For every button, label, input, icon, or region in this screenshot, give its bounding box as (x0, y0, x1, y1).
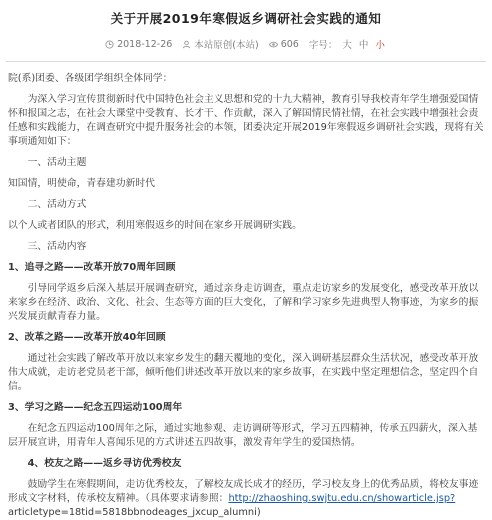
item-4-title: 4、校友之路——返乡寻访优秀校友 (27, 458, 182, 469)
item-1-title: 1、追寻之路——改革开放70周年回顾 (8, 262, 176, 273)
item-3-title: 3、学习之路——纪念五四运动100周年 (8, 402, 183, 413)
date-meta (105, 39, 172, 50)
item-4-body (8, 478, 484, 506)
eye-icon (269, 40, 278, 49)
clock-icon (105, 40, 114, 49)
font-size-small-button[interactable]: 小 (375, 40, 385, 51)
section-1-title: 一、活动主题 (27, 157, 87, 168)
view-count: 606 (280, 38, 299, 50)
item-2-body: 通过社会实践了解改革开放以来家乡发生的翻天覆地的变化，深入调研基层群众生活状况，感受改革开放伟大成就，走访老党员老干部，倾听他们讲述改革开放以来的家乡故事，在实践中坚定理想信念，坚定四个自信。 (8, 353, 479, 392)
article-title: 关于开展2019年寒假返乡调研社会实践的通知 (110, 11, 382, 26)
salutation: 院(系)团委、各级团学组织全体同学： (8, 73, 173, 84)
user-icon (182, 40, 191, 49)
publish-date: 2018-12-26 (117, 38, 173, 50)
views-meta (269, 39, 299, 50)
item-3-body: 在纪念五四运动100周年之际，通过实地参观、走访调研等形式，学习五四精神，传承五四薪火，深入基层开展宣讲，用青年人喜闻乐见的方式讲述五四故事，激发青年学生的爱国热情。 (8, 423, 478, 448)
font-size-label: 字号： (308, 40, 338, 51)
section-1-body: 知国情，明使命，青春建功新时代 (8, 178, 155, 189)
item-1-body: 引导同学返乡后深入基层开展调查研究，通过亲身走访调查，重点走访家乡的发展变化，感受改革开放以来家乡在经济、政治、文化、社会、生态等方面的巨大变化，了解和学习家乡先进典型人物事迹，为家乡的振兴发展贡献青春力量。 (8, 283, 479, 322)
article-meta (6, 35, 486, 53)
item-2-title: 2、改革之路——改革开放40年回顾 (8, 332, 166, 343)
item-4-body-text: 鼓励学生在寒假期间，走访优秀校友，了解校友成长成才的经历，学习校友身上的优秀品质，将校友事迹形成文字材料，传承校友精神。（具体要求请参照： (8, 479, 479, 504)
section-3-title: 三、活动内容 (27, 241, 87, 252)
item-4-link-tail: articletype=18tid=5818bbnodeages_jxcup_alumni) (8, 507, 261, 518)
section-2-title: 二、活动方式 (27, 199, 87, 210)
article-body (6, 62, 486, 520)
article-source: 本站原创(本站) (194, 40, 259, 51)
intro-paragraph: 为深入学习宣传贯彻新时代中国特色社会主义思想和党的十九大精神，教育引导我校青年学生增强爱国情怀和报国之志，在社会大课堂中受教育、长才干、作贡献，深入了解国情民情社情，在社会实践中增强社会责任感和实践能力，在调查研究中提升服务社会的本领，团委决定开展2019年寒假返乡调研社会实践，现将有关事项通知如下： (8, 94, 484, 147)
font-size-large-button[interactable]: 大 (342, 40, 352, 51)
alumni-guide-link[interactable]: http://zhaoshing.swjtu.edu.cn/showarticle.jsp? (228, 493, 456, 504)
font-size-control (309, 37, 387, 51)
section-2-body: 以个人或者团队的形式，利用寒假返乡的时间在家乡开展调研实践。 (8, 220, 302, 231)
source-meta (182, 37, 258, 51)
font-size-medium-button[interactable]: 中 (358, 40, 369, 51)
